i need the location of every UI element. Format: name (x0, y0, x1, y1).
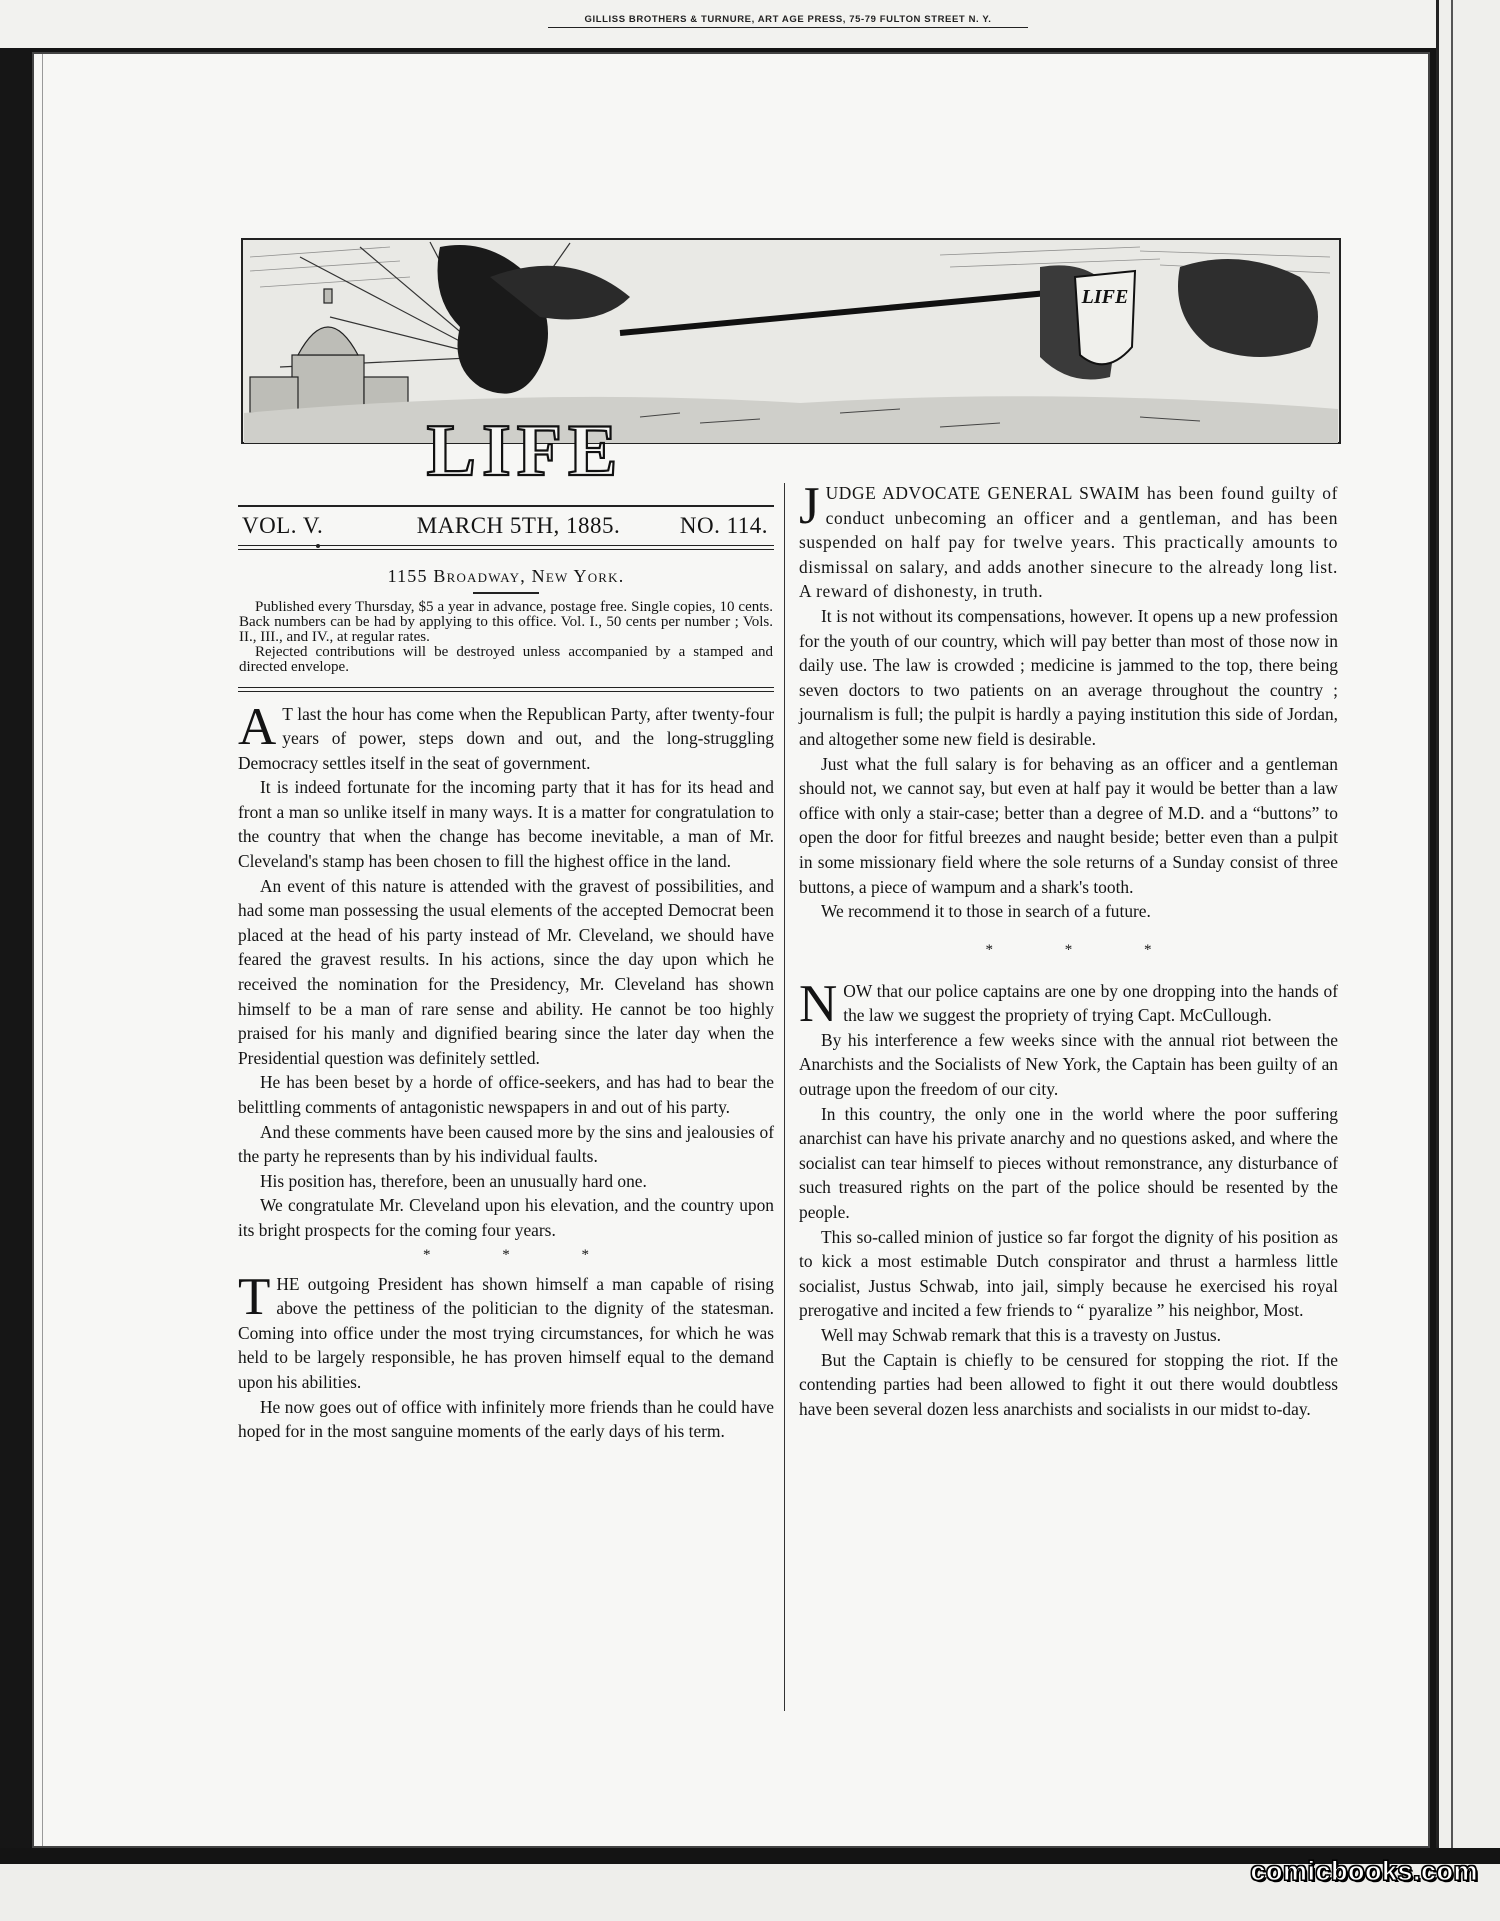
page-inner-edge (42, 54, 43, 1846)
paragraph: His position has, therefore, been an unusually hard one. (260, 1170, 647, 1191)
top-page-strip (0, 0, 1500, 48)
left-column (238, 505, 774, 1444)
site-watermark: comicbooks.com (1250, 1856, 1478, 1886)
paragraph: In this country, the only one in the world where the poor suffering anarchist can have his private anarchy and no questions asked, and where the socialist can tear himself to pieces without remonstrance, any disturbance of such treasured rights on the part of the police should be resented by the people. (799, 1103, 1338, 1223)
paragraph: By his interference a few weeks since with the annual riot between the Anarchists and the Socialists of New York, the Captain has been guilty of an outrage upon the freedom of our city. (799, 1029, 1338, 1100)
masthead-title: LIFE (426, 410, 624, 492)
office-address: 1155 Broadway, New York. (387, 566, 625, 586)
article-lead (799, 974, 1338, 1033)
article-lead-text: HE outgoing President has shown himself a man capable of rising above the pettiness of the politician to the dignity of the statesman. Coming into office under the most trying circumstances, for which he was held to be largely responsible, he has proven himself equal to the demand upon his abilities. (238, 1273, 774, 1392)
article-lead-text: OW that our police captains are one by one dropping into the hands of the law we suggest the propriety of trying Capt. McCullough. (843, 980, 1338, 1026)
article-lead (238, 697, 774, 776)
dropcap: J (799, 477, 820, 535)
section-separator: * * * (423, 1246, 623, 1263)
issue-number: NO. 114. (679, 513, 768, 538)
masthead-illustration (240, 237, 1342, 499)
article-lead (238, 1267, 774, 1395)
paragraph: Well may Schwab remark that this is a travesty on Justus. (821, 1325, 1221, 1345)
editorial-mccullough (799, 974, 1338, 1422)
dropcap: T (238, 1267, 271, 1326)
paragraph: It is indeed fortunate for the incoming party that it has for its head and front a man so unlike itself in many ways. It is a matter for congratulation to the country that when the change has become inevitable, a man of Mr. Cleveland's stamp has been chosen to fill the highest office in the land. (238, 777, 774, 872)
shield-label: LIFE (1081, 286, 1129, 308)
paragraph: Just what the full salary is for behaving as an officer and a gentleman should not, we cannot say, but even at half pay it would be better than a law office with only a stair-case; better than a degree of M.D. and a “buttons” to open the door for fitful breezes and naught beside; better even than a pulpit in some missionary field where the sole returns of a Sunday consist of three buttons, a piece of wampum and a shark's tooth. (799, 753, 1338, 897)
header-rule (238, 505, 774, 507)
paragraph: He now goes out of office with infinitely more friends than he could have hoped for in the most sanguine moments of the early days of his term. (238, 1396, 774, 1442)
publication-notice (239, 600, 773, 675)
scan-left-edge (0, 48, 30, 1848)
paragraph: He has been beset by a horde of office-seekers, and has had to bear the belittling comments of antagonistic newspapers in and out of his party. (238, 1072, 774, 1117)
notice-rule (238, 687, 774, 692)
subscription-notice: Published every Thursday, $5 a year in advance, postage free. Single copies, 10 cents. Back numbers can be had by applying to this office. Vol. I., 50 cents per number ; Vols. II., III., and IV., at regular rates. (239, 598, 773, 645)
paragraph: We recommend it to those in search of a future. (821, 901, 1151, 922)
rejected-contributions-notice: Rejected contributions will be destroyed unless accompanied by a stamped and directed envelope. (239, 643, 773, 675)
paragraph: We congratulate Mr. Cleveland upon his elevation, and the country upon its bright prospects for the coming four years. (238, 1195, 774, 1240)
editorial-cleveland (238, 697, 774, 1243)
address-rule (473, 592, 539, 594)
masthead-engraving (240, 237, 1342, 499)
article-lead (799, 477, 1338, 604)
adjacent-page-edge (1436, 0, 1500, 1848)
printer-credit: GILLISS BROTHERS & TURNURE, ART AGE PRESS, 75-79 FULTON STREET N. Y. (548, 14, 1028, 28)
column-divider (784, 483, 785, 1711)
right-column (799, 477, 1338, 1421)
article-lead-text: T last the hour has come when the Republican Party, after twenty-four years of power, steps down and out, and the long-struggling Democracy settles itself in the seat of government. (238, 703, 774, 773)
paragraph: And these comments have been caused more by the sins and jealousies of the party he represents than by his individual faults. (238, 1121, 774, 1167)
section-separator: * * * (985, 941, 1186, 958)
volume-label: VOL. V. (242, 513, 324, 538)
paragraph: But the Captain is chiefly to be censured for stopping the riot. If the contending parties had been allowed to fight it out there would doubtless have been several dozen less anarchists and socialists in our midst to-day. (799, 1349, 1338, 1419)
editorial-outgoing-president (238, 1267, 774, 1444)
dropcap: N (799, 974, 838, 1033)
issue-dateline (238, 513, 774, 539)
paragraph: An event of this nature is attended with the gravest of possibilities, and had some man possessing the usual elements of the accepted Democrat been placed at the head of his party instead of Mr. Cleveland, we should have feared the gravest results. In his actions, since the day upon which he received the nomination for the Presidency, Mr. Cleveland has shown himself to be a man of rare sense and ability. He cannot be too highly praised for his manly and dignified bearing since the later day when the Presidential question was definitely settled. (238, 875, 774, 1068)
paragraph: It is not without its compensations, however. It opens up a new profession for the youth of our country, which will pay better than most of those now in daily use. The law is crowded ; medicine is jammed to the top, there being seven doctors to two patients on an average throughout the country ; journalism is full; the pulpit is hardly a paying institution this side of Jordan, and altogether some new field is desirable. (799, 605, 1338, 749)
dateline-rule (238, 545, 774, 550)
dropcap: A (238, 697, 277, 756)
editorial-swaim (799, 477, 1338, 924)
issue-date: MARCH 5TH, 1885. (416, 513, 621, 538)
paragraph: This so-called minion of justice so far forgot the dignity of his position as to kick a most estimable Dutch conspirator and thrust a harmless little socialist, Justus Schwab, into jail, simply because he exercised his royal prerogative and incited a few friends to “ pyaralize ” his neighbor, Most. (799, 1226, 1338, 1321)
article-lead-text: UDGE ADVOCATE GENERAL SWAIM has been found guilty of conduct unbecoming an officer and a gentleman, and has been suspended on half pay for twelve years. This practically amounts to dismissal on salary, and adds another sinecure to the already long list. A reward of dishonesty, in truth. (799, 483, 1338, 602)
